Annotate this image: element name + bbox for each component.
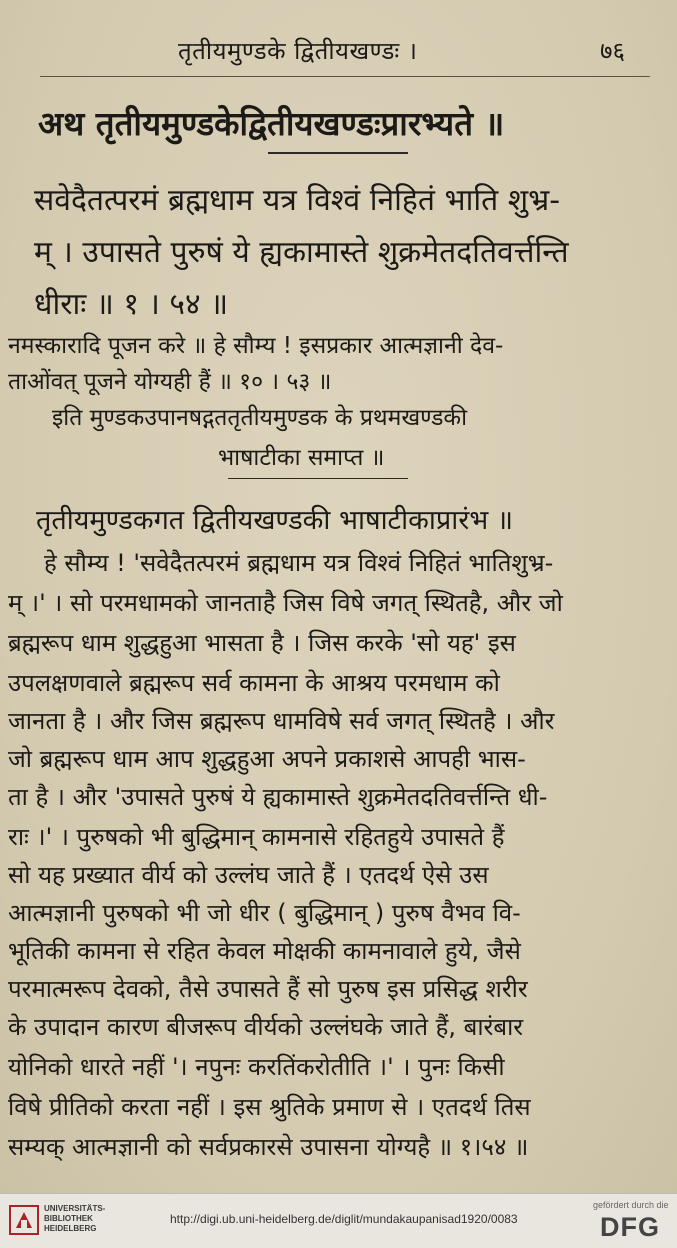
commentary-heading: तृतीयमुण्डकगत द्वितीयखण्डकी भाषाटीकाप्रारंभ ॥ (36, 505, 514, 536)
viewer-footer (0, 1193, 677, 1248)
commentary-line: हे सौम्य ! 'सवेदैतत्परमं ब्रह्मधाम यत्र विश्वं निहितं भातिशुभ्र- (44, 549, 554, 577)
dfg-logo: DFG (600, 1212, 660, 1242)
section-heading: अथ तृतीयमुण्डकेद्वितीयखण्डःप्रारभ्यते ॥ (38, 104, 505, 143)
university-seal-icon (8, 1204, 40, 1236)
commentary-line: राः ।' । पुरुषको भी बुद्धिमान् कामनासे रहितहुये उपासते हैं (8, 823, 505, 851)
commentary-line: ता है । और 'उपासते पुरुषं ये ह्यकामास्ते शुक्रमेतदतिवर्त्तन्ति धी- (8, 783, 548, 811)
commentary-line: सो यह प्रख्यात वीर्य को उल्लंघ जाते हैं । एतदर्थ ऐसे उस (8, 861, 489, 889)
commentary-line: म् ।' । सो परमधामको जानताहै जिस विषे जगत् स्थितहै, और जो (8, 589, 563, 617)
digital-copy-link[interactable]: http://digi.ub.uni-heidelberg.de/diglit/mundakaupanisad1920/0083 (170, 1212, 518, 1226)
commentary-line: ताओंवत् पूजने योग्यही हैं ॥ १० । ५३ ॥ (8, 369, 332, 395)
commentary-line: के उपादान कारण बीजरूप वीर्यको उल्लंघके जाते हैं, बारंबार (8, 1013, 524, 1041)
running-title: तृतीयमुण्डके द्वितीयखण्डः । (178, 37, 418, 65)
library-name: UNIVERSITÄTS- BIBLIOTHEK HEIDELBERG (44, 1204, 106, 1233)
verse-line: म् । उपासते पुरुषं ये ह्यकामास्ते शुक्रमेतदतिवर्त्तन्ति (34, 235, 569, 270)
colophon-line: इति मुण्डकउपानषद्गततृतीयमुण्डक के प्रथमखण्डकी (52, 405, 468, 431)
commentary-line: सम्यक् आत्मज्ञानी को सर्वप्रकारसे उपासना योग्यहै ॥ १।५४ ॥ (8, 1133, 529, 1161)
commentary-line: नमस्कारादि पूजन करे ॥ हे सौम्य ! इसप्रकार आत्मज्ञानी देव- (8, 333, 504, 359)
section-divider (228, 478, 408, 479)
commentary-line: उपलक्षणवाले ब्रह्मरूप सर्व कामना के आश्रय परमधाम को (8, 669, 500, 697)
commentary-line: योनिको धारते नहीं '। नपुनः करतिंकरोतीति ।' । पुनः किसी (8, 1053, 505, 1081)
verse-line: सवेदैतत्परमं ब्रह्मधाम यत्र विश्वं निहितं भाति शुभ्र- (34, 183, 561, 218)
commentary-line: परमात्मरूप देवको, तैसे उपासते हैं सो पुरुष इस प्रसिद्ध शरीर (8, 975, 528, 1003)
commentary-line: ब्रह्मरूप धाम शुद्धहुआ भासता है । जिस करके 'सो यह' इस (8, 629, 516, 657)
verse-line: धीराः ॥ १ । ५४ ॥ (34, 287, 229, 322)
commentary-line: विषे प्रीतिको करता नहीं । इस श्रुतिके प्रमाण से । एतदर्थ तिस (8, 1093, 531, 1121)
colophon-line: भाषाटीका समाप्त ॥ (218, 445, 385, 471)
section-divider (268, 152, 408, 154)
header-rule (40, 76, 650, 77)
commentary-line: जो ब्रह्मरूप धाम आप शुद्धहुआ अपने प्रकाशसे आपही भास- (8, 745, 526, 773)
commentary-line: आत्मज्ञानी पुरुषको भी जो धीर ( बुद्धिमान् ) पुरुष वैभव वि- (8, 899, 521, 927)
commentary-line: जानता है । और जिस ब्रह्मरूप धामविषे सर्व जगत् स्थितहै । और (8, 707, 555, 735)
commentary-line: भूतिकी कामना से रहित केवल मोक्षकी कामनावाले हुये, जैसे (8, 937, 521, 965)
running-header (0, 30, 677, 66)
page-number: ७६ (600, 37, 625, 65)
funding-label: gefördert durch die (593, 1200, 669, 1210)
